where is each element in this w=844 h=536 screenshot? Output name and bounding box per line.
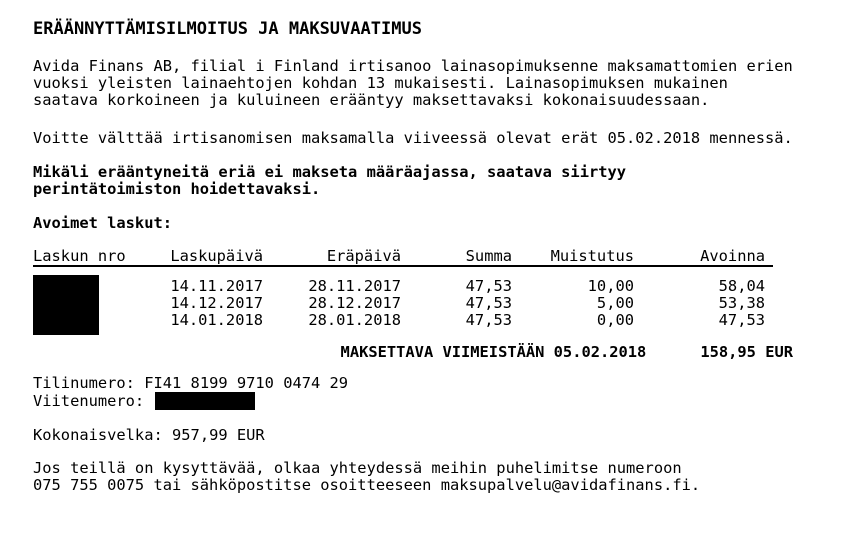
invoice-table-wrapper <box>33 248 773 329</box>
intro-line: vuoksi yleisten lainaehtojen kohdan 13 mukaisesti. Lainasopimuksen mukainen <box>33 74 728 92</box>
laskupaiva-cell: 14.11.2017 <box>170 277 263 295</box>
warning-line: Mikäli erääntyneitä eriä ei makseta määräajassa, saatava siirtyy <box>33 163 627 181</box>
warning-paragraph <box>33 164 844 198</box>
table-row <box>33 278 773 295</box>
muistutus-cell: 5,00 <box>596 294 634 312</box>
footer-line: Jos teillä on kysyttävää, olkaa yhteydessä meihin puhelimitse numeroon <box>33 459 682 477</box>
column-header-muistutus: Muistutus <box>512 248 634 266</box>
total-debt-value: 957,99 EUR <box>172 426 265 444</box>
payment-details-block <box>33 375 844 410</box>
table-spacer-row <box>33 266 773 278</box>
avoinna-cell: 58,04 <box>718 277 765 295</box>
column-header-summa: Summa <box>401 248 512 266</box>
laskupaiva-cell: 14.01.2018 <box>170 311 263 329</box>
avoinna-cell: 47,53 <box>718 311 765 329</box>
invoice-table <box>33 248 773 329</box>
erapaiva-cell: 28.11.2017 <box>308 277 401 295</box>
due-amount: 158,95 EUR <box>700 343 793 361</box>
footer-paragraph <box>33 460 844 494</box>
account-number-line <box>33 375 844 392</box>
erapaiva-cell: 28.01.2018 <box>308 311 401 329</box>
muistutus-cell: 0,00 <box>596 311 634 329</box>
due-label: MAKSETTAVA VIIMEISTÄÄN 05.02.2018 <box>340 343 647 361</box>
column-header-avoinna: Avoinna <box>634 248 773 266</box>
column-header-erapaiva: Eräpäivä <box>263 248 401 266</box>
account-number-label: Tilinumero: <box>33 374 135 392</box>
muistutus-cell: 10,00 <box>587 277 634 295</box>
reference-number-label: Viitenumero: <box>33 392 145 410</box>
account-number-value: FI41 8199 9710 0474 29 <box>144 374 349 392</box>
invoice-table-header-row <box>33 248 773 266</box>
summa-cell: 47,53 <box>465 277 512 295</box>
summa-cell: 47,53 <box>465 311 512 329</box>
erapaiva-cell: 28.12.2017 <box>308 294 401 312</box>
column-header-laskun-nro: Laskun nro <box>33 248 133 266</box>
open-invoices-label: Avoimet laskut: <box>33 214 172 232</box>
intro-line: Avida Finans AB, filial i Finland irtisanoo lainasopimuksenne maksamattomien erien <box>33 57 793 75</box>
column-header-laskupaiva: Laskupäivä <box>133 248 263 266</box>
summa-cell: 47,53 <box>465 294 512 312</box>
redacted-reference-number <box>155 392 255 410</box>
due-summary-row <box>33 344 793 361</box>
footer-line: 075 755 0075 tai sähköpostitse osoitteeseen maksupalvelu@avidafinans.fi. <box>33 476 701 494</box>
redacted-invoice-number <box>33 275 99 335</box>
avoid-notice-paragraph <box>33 130 844 147</box>
document-title: ERÄÄNNYTTÄMISILMOITUS JA MAKSUVAATIMUS <box>33 19 422 39</box>
avoid-notice-line: Voitte välttää irtisanomisen maksamalla viiveessä olevat erät 05.02.2018 mennessä. <box>33 129 793 147</box>
table-row <box>33 312 773 329</box>
table-row <box>33 295 773 312</box>
laskupaiva-cell: 14.12.2017 <box>170 294 263 312</box>
table-spacer-cell <box>33 266 773 278</box>
intro-paragraph <box>33 58 844 109</box>
avoinna-cell: 53,38 <box>718 294 765 312</box>
total-debt-line <box>33 427 844 444</box>
intro-line: saatava korkoineen ja kuluineen erääntyy maksettavaksi kokonaisuudessaan. <box>33 91 710 109</box>
total-debt-label: Kokonaisvelka: <box>33 426 163 444</box>
warning-line: perintätoimiston hoidettavaksi. <box>33 180 321 198</box>
reference-number-line <box>33 392 844 410</box>
